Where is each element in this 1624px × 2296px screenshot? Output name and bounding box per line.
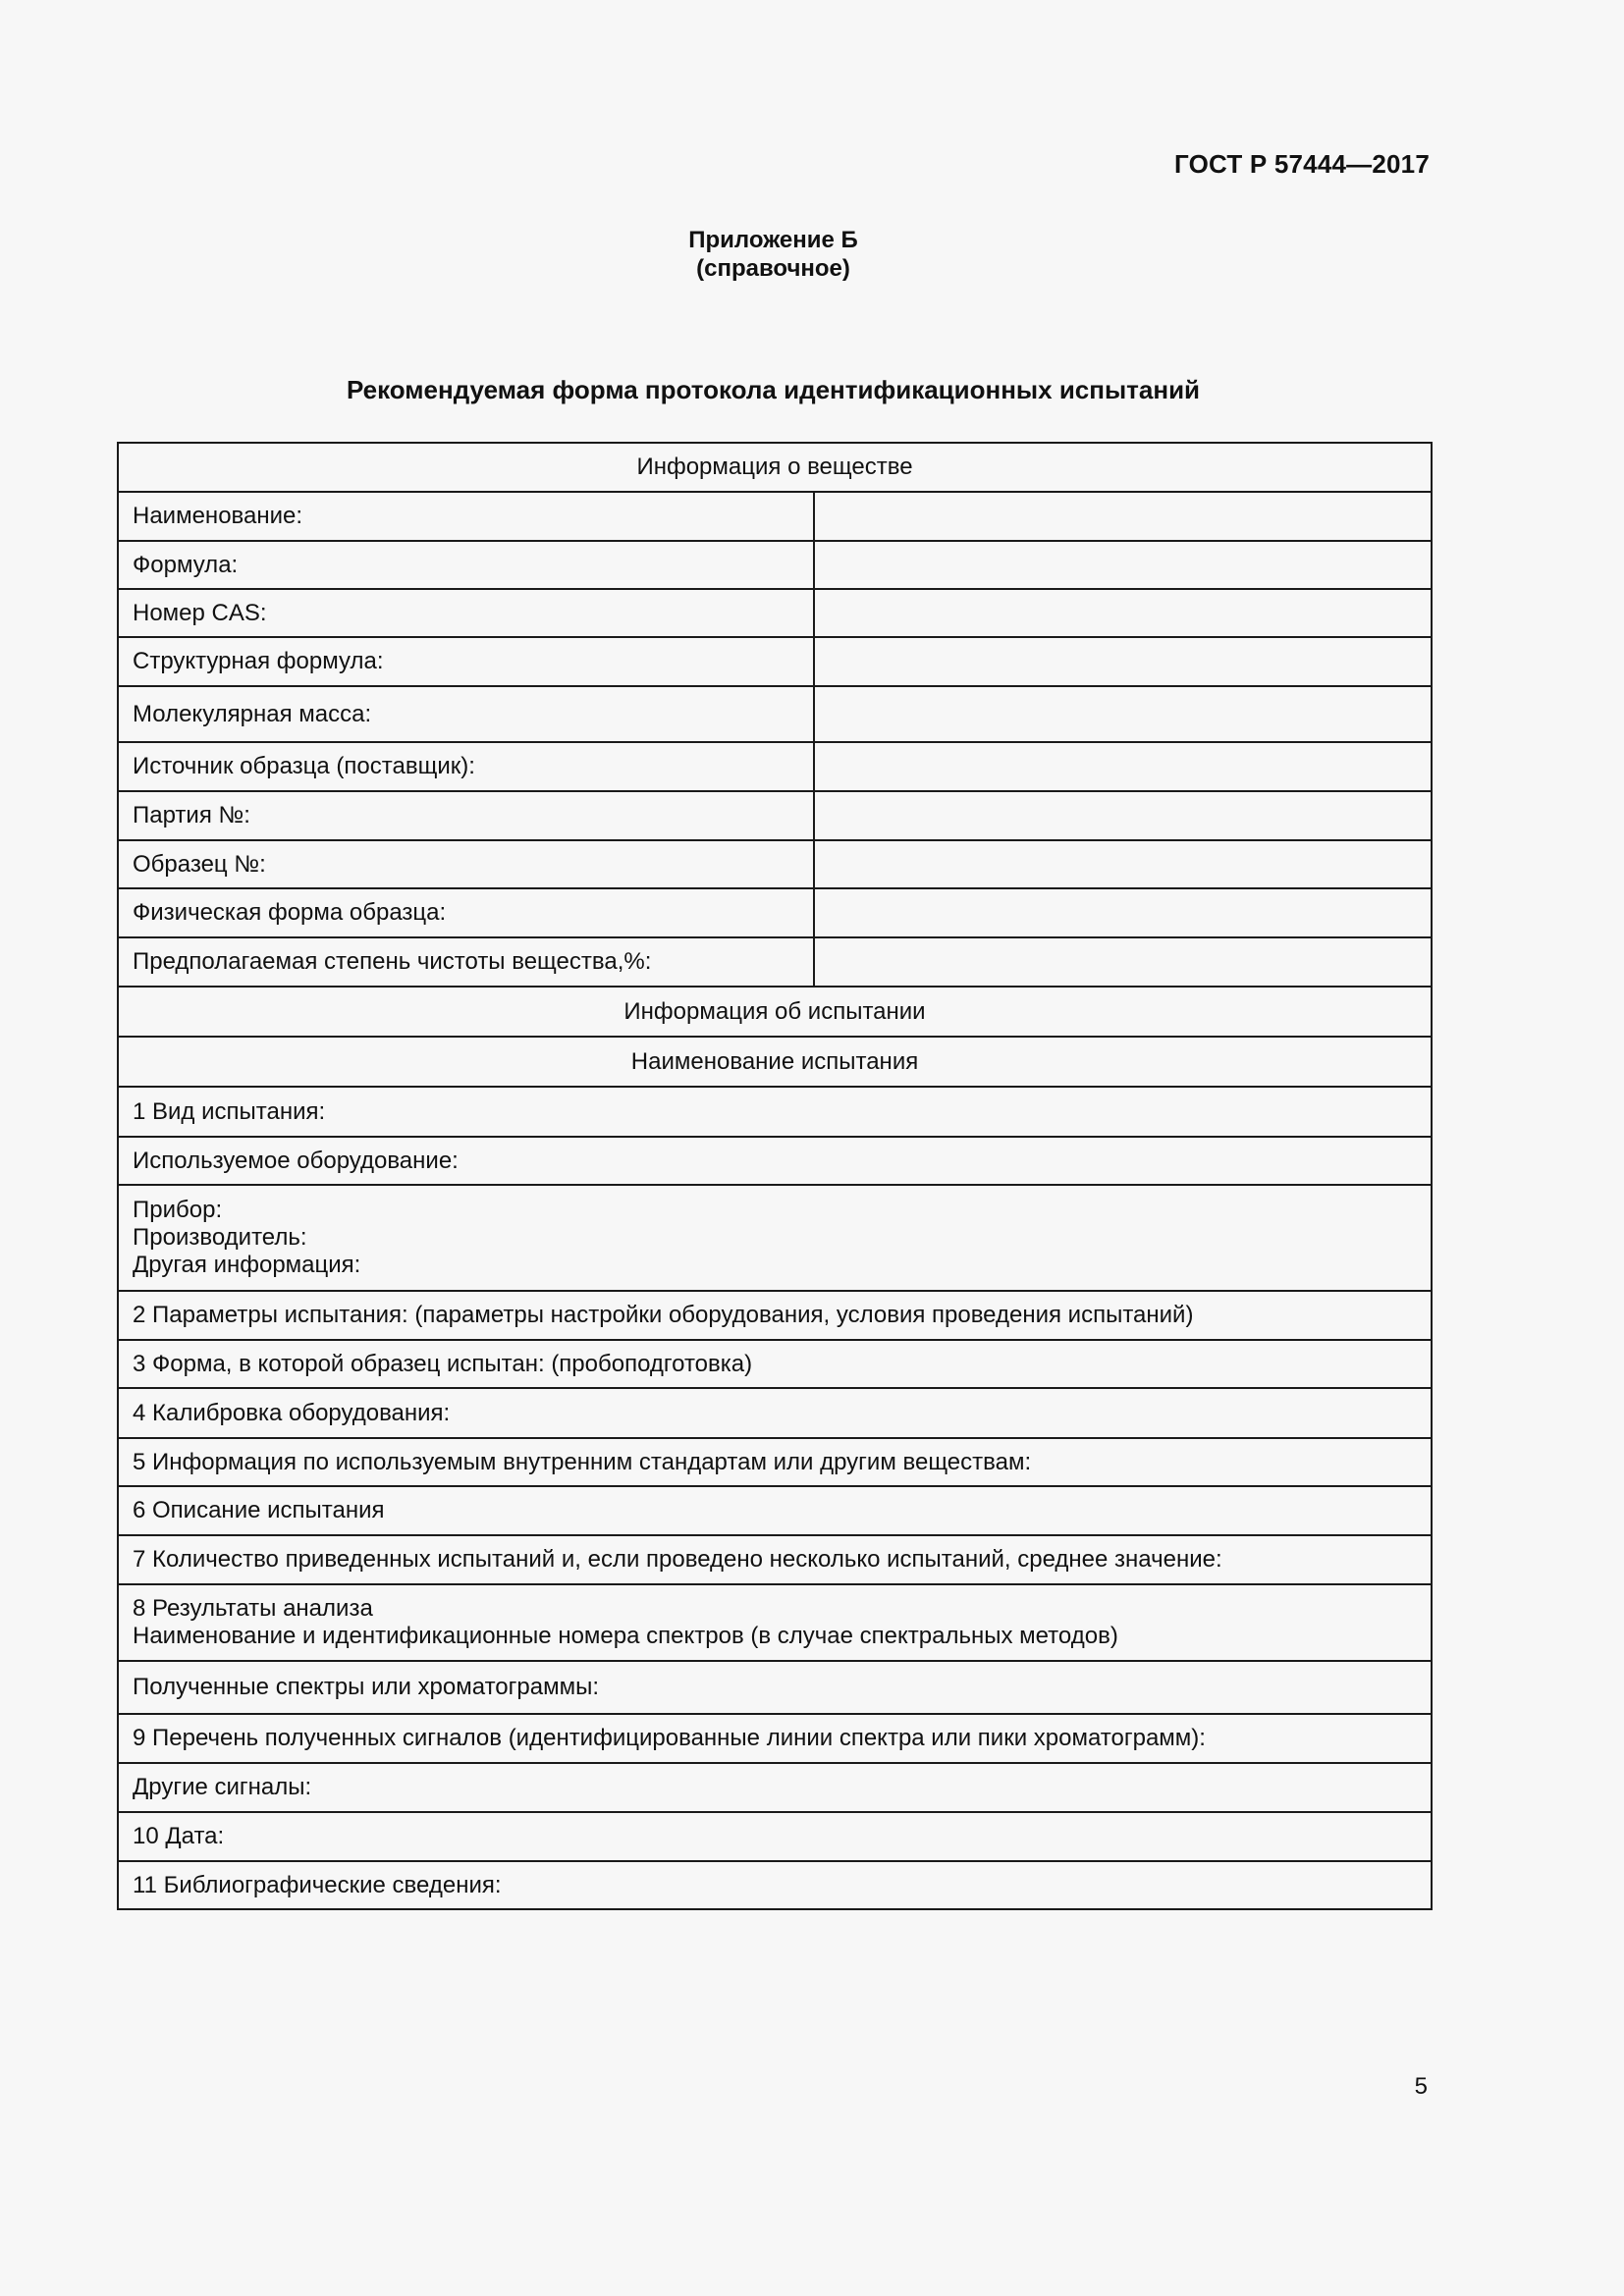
field-value bbox=[814, 742, 1432, 791]
field-label: Формула: bbox=[118, 541, 814, 589]
test-item: 2 Параметры испытания: (параметры настройки оборудования, условия проведения испытаний) bbox=[118, 1291, 1432, 1340]
field-label: Партия №: bbox=[118, 791, 814, 840]
field-label: Предполагаемая степень чистоты вещества,%: bbox=[118, 937, 814, 987]
field-value bbox=[814, 589, 1432, 637]
field-value bbox=[814, 840, 1432, 888]
table-row bbox=[118, 742, 1432, 791]
test-item: 3 Форма, в которой образец испытан: (пробоподготовка) bbox=[118, 1340, 1432, 1388]
field-label: Структурная формула: bbox=[118, 637, 814, 686]
field-value bbox=[814, 888, 1432, 937]
device-line: Прибор: bbox=[133, 1197, 223, 1223]
table-row bbox=[118, 1087, 1432, 1137]
field-label: Молекулярная масса: bbox=[118, 686, 814, 742]
table-row bbox=[118, 1486, 1432, 1535]
equipment-details bbox=[118, 1185, 1432, 1291]
table-row bbox=[118, 1438, 1432, 1486]
test-info-header: Информация об испытании bbox=[118, 987, 1432, 1037]
test-item: 7 Количество приведенных испытаний и, если проведено несколько испытаний, среднее значение: bbox=[118, 1535, 1432, 1584]
table-row bbox=[118, 1661, 1432, 1714]
test-item: 10 Дата: bbox=[118, 1812, 1432, 1861]
document-code: ГОСТ Р 57444—2017 bbox=[1174, 149, 1430, 179]
test-item: Полученные спектры или хроматограммы: bbox=[118, 1661, 1432, 1714]
field-label: Источник образца (поставщик): bbox=[118, 742, 814, 791]
field-value bbox=[814, 541, 1432, 589]
field-label: Физическая форма образца: bbox=[118, 888, 814, 937]
field-label: Наименование: bbox=[118, 492, 814, 541]
table-row bbox=[118, 1340, 1432, 1388]
test-item: 1 Вид испытания: bbox=[118, 1087, 1432, 1137]
field-value bbox=[814, 492, 1432, 541]
test-item: Используемое оборудование: bbox=[118, 1137, 1432, 1185]
table-row bbox=[118, 1714, 1432, 1763]
test-item: Другие сигналы: bbox=[118, 1763, 1432, 1812]
appendix-title: Приложение Б bbox=[688, 227, 858, 253]
appendix-heading bbox=[0, 226, 1546, 283]
table-row bbox=[118, 443, 1432, 492]
field-value bbox=[814, 791, 1432, 840]
test-item: 6 Описание испытания bbox=[118, 1486, 1432, 1535]
test-item: 5 Информация по используемым внутренним стандартам или другим веществам: bbox=[118, 1438, 1432, 1486]
table-row bbox=[118, 686, 1432, 742]
table-row bbox=[118, 1584, 1432, 1661]
table-row bbox=[118, 1763, 1432, 1812]
test-item: 9 Перечень полученных сигналов (идентифицированные линии спектра или пики хроматограмм): bbox=[118, 1714, 1432, 1763]
table-row bbox=[118, 1388, 1432, 1438]
field-value bbox=[814, 937, 1432, 987]
test-item: 4 Калибровка оборудования: bbox=[118, 1388, 1432, 1438]
table-row bbox=[118, 937, 1432, 987]
spectra-line: Наименование и идентификационные номера спектров (в случае спектральных методов) bbox=[133, 1623, 1118, 1649]
analysis-results bbox=[118, 1584, 1432, 1661]
table-row bbox=[118, 1535, 1432, 1584]
test-name-header: Наименование испытания bbox=[118, 1037, 1432, 1087]
field-value bbox=[814, 686, 1432, 742]
table-row bbox=[118, 492, 1432, 541]
table-row bbox=[118, 840, 1432, 888]
table-row bbox=[118, 589, 1432, 637]
table-row bbox=[118, 1037, 1432, 1087]
table-row bbox=[118, 1137, 1432, 1185]
field-value bbox=[814, 637, 1432, 686]
appendix-kind: (справочное) bbox=[696, 255, 850, 282]
results-line: 8 Результаты анализа bbox=[133, 1595, 373, 1622]
field-label: Образец №: bbox=[118, 840, 814, 888]
substance-info-header: Информация о веществе bbox=[118, 443, 1432, 492]
field-label: Номер CAS: bbox=[118, 589, 814, 637]
table-row bbox=[118, 541, 1432, 589]
test-item: 11 Библиографические сведения: bbox=[118, 1861, 1432, 1909]
table-row bbox=[118, 1185, 1432, 1291]
table-row bbox=[118, 1861, 1432, 1909]
table-row bbox=[118, 1291, 1432, 1340]
other-info-line: Другая информация: bbox=[133, 1252, 361, 1278]
manufacturer-line: Производитель: bbox=[133, 1224, 307, 1251]
form-title: Рекомендуемая форма протокола идентификационных испытаний bbox=[346, 375, 1201, 404]
page-number: 5 bbox=[1414, 2073, 1428, 2100]
table-row bbox=[118, 888, 1432, 937]
table-row bbox=[118, 637, 1432, 686]
protocol-table bbox=[117, 442, 1433, 1910]
table-row bbox=[118, 987, 1432, 1037]
table-row bbox=[118, 791, 1432, 840]
table-row bbox=[118, 1812, 1432, 1861]
